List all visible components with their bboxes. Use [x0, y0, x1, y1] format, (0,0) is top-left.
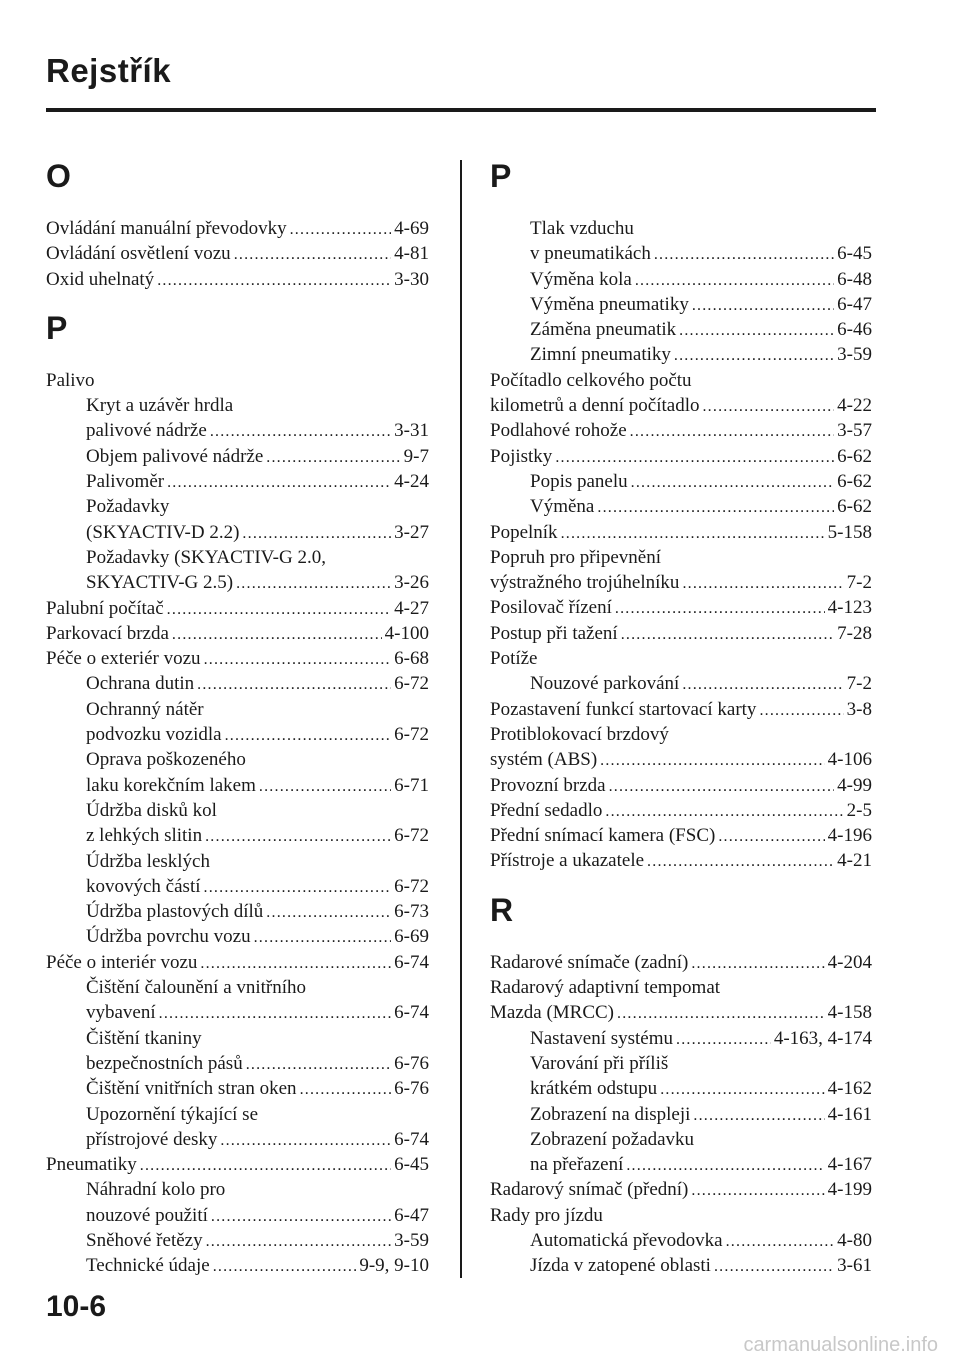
index-entry — [46, 722, 429, 747]
index-entry-term: Pojistky — [490, 445, 553, 467]
dot-leader — [759, 698, 843, 723]
index-entry-page: 4-81 — [394, 243, 429, 265]
index-entry — [490, 368, 872, 393]
index-entry-term: Zobrazení na displeji — [530, 1103, 691, 1125]
index-entry-term: Oprava poškozeného — [86, 749, 246, 771]
index-entry — [46, 697, 429, 722]
dot-leader — [631, 470, 835, 495]
index-entry-page: 6-74 — [394, 951, 429, 973]
index-entry — [490, 722, 872, 747]
index-entry — [490, 444, 872, 469]
index-entry-page: 6-68 — [394, 648, 429, 670]
index-entry-page: 6-74 — [394, 1002, 429, 1024]
index-entry — [46, 646, 429, 671]
index-entry-page: 3-8 — [846, 698, 872, 720]
index-entry-term: Výměna — [530, 496, 595, 518]
dot-leader — [157, 268, 391, 293]
index-entry-page: 6-62 — [837, 496, 872, 518]
index-entry — [490, 595, 872, 620]
index-entry-page: 7-2 — [846, 572, 872, 594]
index-entry-term: Kryt a uzávěr hrdla — [86, 395, 234, 417]
index-entry — [490, 1228, 872, 1253]
index-entry-term: Čištění tkaniny — [86, 1027, 202, 1049]
dot-leader — [691, 1178, 824, 1203]
index-entry-term: Automatická převodovka — [530, 1229, 723, 1251]
index-entry-term: Oxid uhelnatý — [46, 268, 155, 290]
index-entry-page: 6-72 — [394, 673, 429, 695]
index-entry-term: Péče o exteriér vozu — [46, 648, 201, 670]
index-entry-term: vybavení — [86, 1002, 156, 1024]
index-entry — [46, 368, 429, 393]
index-entry — [490, 773, 872, 798]
dot-leader — [605, 799, 843, 824]
index-entry-page: 4-24 — [394, 471, 429, 493]
index-entry-term: Nastavení systému — [530, 1027, 674, 1049]
index-entry-page: 2-5 — [846, 799, 872, 821]
index-entry-term: kovových částí — [86, 875, 201, 897]
index-entry — [490, 241, 872, 266]
dot-leader — [266, 900, 391, 925]
dot-leader — [211, 1204, 391, 1229]
index-entry-term: Popis panelu — [530, 470, 628, 492]
index-entry — [490, 216, 872, 241]
index-entry — [46, 874, 429, 899]
index-entry — [490, 1203, 872, 1228]
index-entry — [490, 646, 872, 671]
dot-leader — [714, 1254, 834, 1279]
dot-leader — [242, 521, 391, 546]
index-entry-term: z lehkých slitin — [86, 825, 203, 847]
index-entry — [46, 444, 429, 469]
index-entry-page: 6-74 — [394, 1128, 429, 1150]
index-entry-term: Protiblokovací brzdový — [490, 723, 669, 745]
index-entry-page: 6-62 — [837, 470, 872, 492]
index-entry-term: Ochrana dutin — [86, 673, 195, 695]
dot-leader — [654, 242, 834, 267]
index-entry-page: 6-72 — [394, 825, 429, 847]
index-entry-page: 4-199 — [827, 1179, 872, 1201]
index-entry — [46, 823, 429, 848]
index-letter-heading: P — [46, 309, 68, 346]
index-entry-term: Objem palivové nádrže — [86, 445, 264, 467]
index-entry-page: 3-26 — [394, 572, 429, 594]
index-entry-term: Čištění vnitřních stran oken — [86, 1078, 297, 1100]
dot-leader — [682, 672, 843, 697]
index-entry-page: 4-196 — [827, 825, 872, 847]
index-entry — [46, 241, 429, 266]
index-entry-page: 4-100 — [384, 622, 429, 644]
dot-leader — [682, 571, 843, 596]
index-entry — [490, 317, 872, 342]
index-entry — [46, 1203, 429, 1228]
index-entry — [46, 950, 429, 975]
dot-leader — [617, 1001, 825, 1026]
index-entry-term: nouzové použití — [86, 1204, 208, 1226]
watermark: carmanualsonline.info — [743, 1334, 938, 1356]
index-entry — [490, 671, 872, 696]
index-entry — [46, 1177, 429, 1202]
index-entry-term: Tlak vzduchu — [530, 218, 634, 239]
index-column-left — [46, 150, 429, 1279]
dot-leader — [679, 318, 834, 343]
index-entry — [46, 899, 429, 924]
dot-leader — [236, 571, 391, 596]
index-entry-term: výstražného trojúhelníku — [490, 572, 680, 594]
dot-leader — [647, 849, 834, 874]
index-entry-term: Údržba plastových dílů — [86, 901, 264, 923]
index-entry-term: Zobrazení požadavku — [530, 1128, 695, 1150]
index-entry — [490, 950, 872, 975]
index-entry-page: 7-2 — [846, 673, 872, 695]
index-entry-term: kilometrů a denní počítadlo — [490, 395, 700, 417]
index-entry — [46, 418, 429, 443]
index-entry-term: Popelník — [490, 521, 558, 543]
dot-leader — [246, 1052, 391, 1077]
index-entry — [490, 1102, 872, 1127]
index-entry-term: Požadavky (SKYACTIV-G 2.0, — [86, 546, 326, 568]
index-entry-page: 4-204 — [827, 951, 872, 973]
index-entry — [46, 1228, 429, 1253]
index-entry-term: Ovládání manuální převodovky — [46, 218, 287, 239]
index-entry-term: Záměna pneumatik — [530, 319, 677, 341]
index-entry — [490, 697, 872, 722]
index-entry — [490, 292, 872, 317]
index-entry — [46, 1076, 429, 1101]
index-entry-term: Přední sedadlo — [490, 799, 603, 821]
dot-leader — [660, 1077, 824, 1102]
dot-leader — [210, 419, 391, 444]
dot-leader — [197, 672, 391, 697]
index-entry — [46, 596, 429, 621]
index-entry-term: Parkovací brzda — [46, 622, 169, 644]
index-entry — [46, 798, 429, 823]
index-entry-term: SKYACTIV-G 2.5) — [86, 572, 234, 594]
dot-leader — [718, 824, 824, 849]
index-entry — [46, 1152, 429, 1177]
index-entry-term: (SKYACTIV-D 2.2) — [86, 521, 240, 543]
index-entry-page: 4-69 — [394, 218, 429, 239]
index-entry — [46, 469, 429, 494]
dot-leader — [159, 1001, 392, 1026]
index-entry — [46, 545, 429, 570]
dot-leader — [555, 445, 834, 470]
index-entry-page: 4-21 — [837, 850, 872, 872]
index-entry — [46, 267, 429, 292]
index-entry — [490, 848, 872, 873]
index-entry-page: 7-28 — [837, 622, 872, 644]
index-entry — [46, 975, 429, 1000]
index-entry — [46, 747, 429, 772]
dot-leader — [290, 217, 392, 242]
index-entry — [490, 798, 872, 823]
index-entry-page: 6-45 — [837, 243, 872, 265]
dot-leader — [204, 647, 392, 672]
index-entry-term: Požadavky — [86, 496, 170, 518]
dot-leader — [220, 1128, 391, 1153]
index-entry-term: systém (ABS) — [490, 749, 598, 771]
index-entry-term: Upozornění týkající se — [86, 1103, 259, 1125]
dot-leader — [615, 596, 825, 621]
dot-leader — [676, 1027, 771, 1052]
index-entry-term: Radarový snímač (přední) — [490, 1179, 689, 1201]
index-entry-term: Nouzové parkování — [530, 673, 680, 695]
dot-leader — [702, 394, 834, 419]
index-entry — [46, 216, 429, 241]
header-rule — [46, 108, 876, 112]
dot-leader — [259, 774, 391, 799]
dot-leader — [172, 622, 382, 647]
dot-leader — [691, 951, 824, 976]
index-entry-term: Postup při tažení — [490, 622, 618, 644]
dot-leader — [630, 419, 835, 444]
index-entry-page: 4-123 — [827, 597, 872, 619]
index-entry-term: Radarové snímače (zadní) — [490, 951, 689, 973]
index-entry — [490, 1000, 872, 1025]
index-entry — [46, 1253, 429, 1278]
page-title: Rejstřík — [46, 52, 172, 89]
index-entry-term: přístrojové desky — [86, 1128, 218, 1150]
dot-leader — [254, 925, 392, 950]
dot-leader — [692, 293, 834, 318]
index-entry — [46, 1051, 429, 1076]
index-entry-term: Výměna kola — [530, 268, 632, 290]
index-entry-term: v pneumatikách — [530, 243, 651, 265]
index-entry-term: Rady pro jízdu — [490, 1204, 603, 1226]
index-entry — [490, 1127, 872, 1152]
index-entry-page: 4-27 — [394, 597, 429, 619]
index-entry — [46, 773, 429, 798]
dot-leader — [600, 748, 825, 773]
index-entry-page: 9-9, 9-10 — [359, 1255, 429, 1277]
index-entry — [490, 545, 872, 570]
index-entry — [46, 520, 429, 545]
index-entry-term: Přístroje a ukazatele — [490, 850, 645, 872]
index-letter-heading: R — [490, 891, 514, 928]
index-entry — [46, 1000, 429, 1025]
index-entry — [490, 1152, 872, 1177]
dot-leader — [726, 1229, 835, 1254]
index-entry — [490, 520, 872, 545]
index-entry-term: bezpečnostních pásů — [86, 1052, 243, 1074]
index-entry-page: 6-72 — [394, 875, 429, 897]
index-entry — [490, 1026, 872, 1051]
dot-leader — [167, 597, 392, 622]
dot-leader — [200, 951, 391, 976]
index-letter-heading: P — [490, 158, 512, 194]
index-entry-term: Varování při příliš — [530, 1052, 669, 1074]
index-entry — [46, 621, 429, 646]
index-entry-term: Jízda v zatopené oblasti — [530, 1255, 711, 1277]
dot-leader — [204, 875, 392, 900]
index-entry-term: Palivoměr — [86, 471, 165, 493]
index-entry — [490, 1051, 872, 1076]
index-entry-term: podvozku vozidla — [86, 724, 222, 746]
index-entry-term: Podlahové rohože — [490, 420, 627, 442]
dot-leader — [167, 470, 391, 495]
index-entry-page: 6-69 — [394, 926, 429, 948]
index-entry — [490, 747, 872, 772]
index-entry-term: Pneumatiky — [46, 1154, 137, 1176]
index-entry-term: Provozní brzda — [490, 774, 606, 796]
dot-leader — [693, 1103, 824, 1128]
index-entry-page: 3-59 — [837, 344, 872, 366]
index-entry-term: Zimní pneumatiky — [530, 344, 671, 366]
index-entry — [490, 570, 872, 595]
index-entry-page: 6-73 — [394, 901, 429, 923]
index-entry-page: 3-30 — [394, 268, 429, 290]
index-entry-page: 3-27 — [394, 521, 429, 543]
index-entry-page: 6-71 — [394, 774, 429, 796]
index-entry-page: 6-46 — [837, 319, 872, 341]
index-entry-term: Mazda (MRCC) — [490, 1002, 615, 1024]
index-entry — [490, 469, 872, 494]
index-entry-page: 6-72 — [394, 724, 429, 746]
index-letter-heading: O — [46, 158, 71, 194]
index-entry-page: 6-47 — [837, 293, 872, 315]
index-entry-term: Pozastavení funkcí startovací karty — [490, 698, 757, 720]
index-entry-page: 4-158 — [827, 1002, 872, 1024]
index-entry-term: krátkém odstupu — [530, 1078, 658, 1100]
index-entry — [490, 823, 872, 848]
dot-leader — [635, 268, 834, 293]
index-entry-page: 6-48 — [837, 268, 872, 290]
index-entry-term: Výměna pneumatiky — [530, 293, 689, 315]
index-entry-page: 4-162 — [827, 1078, 872, 1100]
dot-leader — [561, 521, 825, 546]
index-entry-term: Počítadlo celkového počtu — [490, 369, 692, 391]
index-entry — [46, 1026, 429, 1051]
index-entry — [46, 494, 429, 519]
index-entry — [46, 570, 429, 595]
column-divider — [460, 160, 462, 1278]
index-entry — [490, 267, 872, 292]
index-entry — [490, 494, 872, 519]
index-entry-page: 4-22 — [837, 395, 872, 417]
index-entry-term: na přeřazení — [530, 1154, 624, 1176]
index-entry-page: 5-158 — [827, 521, 872, 543]
index-entry-term: Ochranný nátěr — [86, 698, 204, 720]
dot-leader — [225, 723, 392, 748]
index-entry-term: Palivo — [46, 369, 95, 391]
index-entry-page: 3-31 — [394, 420, 429, 442]
index-entry — [46, 849, 429, 874]
index-entry-term: Údržba povrchu vozu — [86, 926, 251, 948]
page-number: 10-6 — [46, 1290, 107, 1323]
index-entry-page: 6-62 — [837, 445, 872, 467]
index-entry — [46, 393, 429, 418]
index-entry — [490, 621, 872, 646]
index-entry-term: Popruh pro připevnění — [490, 546, 661, 568]
index-entry-page: 6-76 — [394, 1078, 429, 1100]
index-entry-page: 9-7 — [403, 445, 429, 467]
index-entry-term: Čištění čalounění a vnitřního — [86, 977, 307, 999]
index-entry — [490, 342, 872, 367]
index-entry — [46, 1102, 429, 1127]
index-entry-term: laku korekčním lakem — [86, 774, 256, 796]
index-entry-term: Údržba disků kol — [86, 799, 217, 821]
index-entry-term: palivové nádrže — [86, 420, 207, 442]
index-entry-term: Přední snímací kamera (FSC) — [490, 825, 716, 847]
index-entry — [490, 418, 872, 443]
dot-leader — [234, 242, 391, 267]
index-entry-term: Ovládání osvětlení vozu — [46, 243, 231, 265]
index-entry — [490, 975, 872, 1000]
index-entry-page: 4-106 — [827, 749, 872, 771]
index-entry-page: 6-76 — [394, 1052, 429, 1074]
dot-leader — [300, 1077, 392, 1102]
index-entry-page: 3-61 — [837, 1255, 872, 1277]
index-entry-term: Posilovač řízení — [490, 597, 612, 619]
dot-leader — [206, 1229, 392, 1254]
dot-leader — [621, 622, 834, 647]
index-entry-page: 4-99 — [837, 774, 872, 796]
index-column-right — [490, 150, 872, 1279]
index-entry-term: Péče o interiér vozu — [46, 951, 198, 973]
index-entry — [490, 393, 872, 418]
dot-leader — [626, 1153, 824, 1178]
index-entry-term: Náhradní kolo pro — [86, 1179, 226, 1201]
dot-leader — [205, 824, 391, 849]
index-entry — [46, 1127, 429, 1152]
index-entry-page: 6-47 — [394, 1204, 429, 1226]
index-entry-page: 4-167 — [827, 1154, 872, 1176]
index-entry-page: 6-45 — [394, 1154, 429, 1176]
index-entry-page: 3-59 — [394, 1229, 429, 1251]
index-entry-term: Údržba lesklých — [86, 850, 210, 872]
index-entry-term: Radarový adaptivní tempomat — [490, 977, 721, 999]
index-entry-page: 3-57 — [837, 420, 872, 442]
index-entry-page: 4-80 — [837, 1229, 872, 1251]
index-entry — [490, 1177, 872, 1202]
index-entry — [46, 671, 429, 696]
index-entry — [490, 1253, 872, 1278]
index-entry-term: Technické údaje — [86, 1255, 210, 1277]
dot-leader — [597, 495, 834, 520]
dot-leader — [140, 1153, 391, 1178]
dot-leader — [266, 445, 400, 470]
dot-leader — [609, 774, 835, 799]
dot-leader — [674, 343, 834, 368]
index-entry-term: Palubní počítač — [46, 597, 164, 619]
index-entry — [46, 924, 429, 949]
index-entry-page: 4-161 — [827, 1103, 872, 1125]
index-entry — [490, 1076, 872, 1101]
index-entry-term: Potíže — [490, 648, 538, 670]
dot-leader — [213, 1254, 357, 1279]
index-entry-term: Sněhové řetězy — [86, 1229, 203, 1251]
index-entry-page: 4-163, 4-174 — [773, 1027, 872, 1049]
